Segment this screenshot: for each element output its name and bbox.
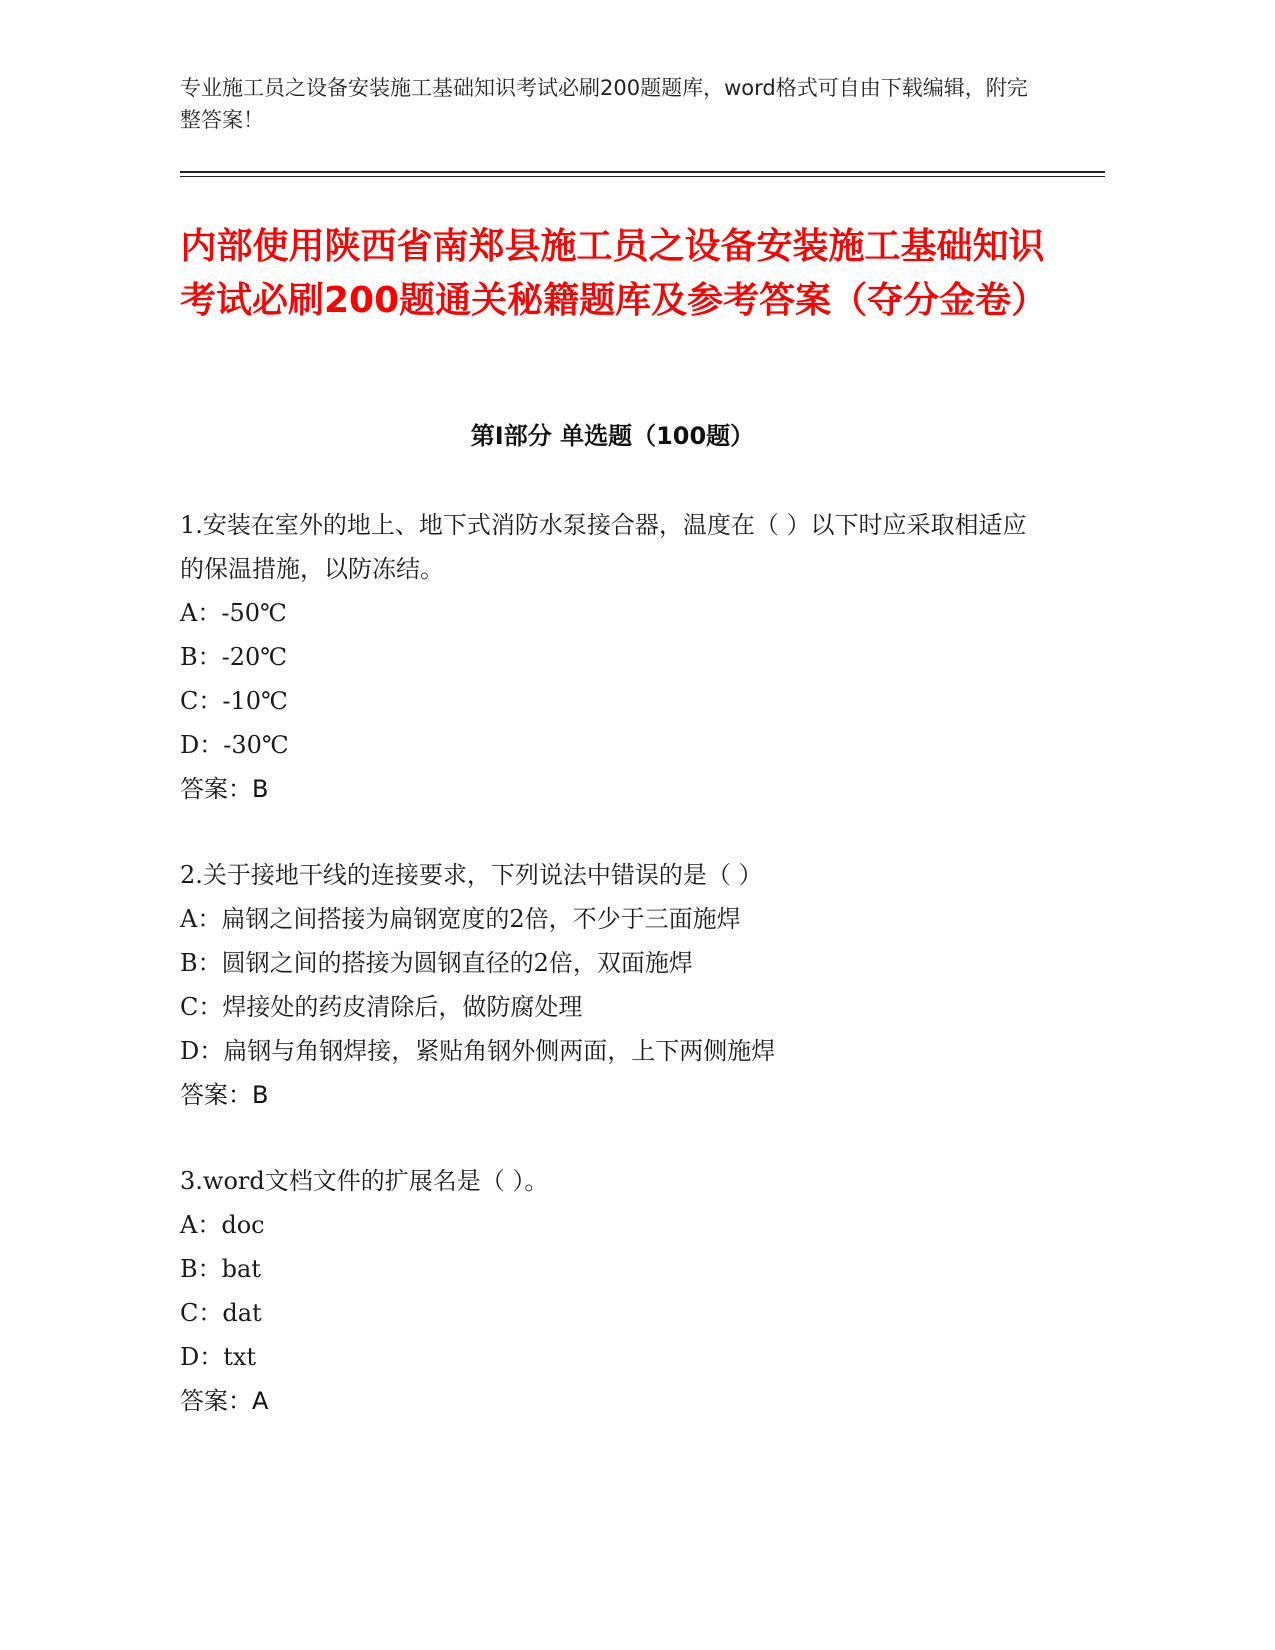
question-text: 3.word文档文件的扩展名是（ ）。 — [180, 1167, 549, 1195]
option-c: C：焊接处的药皮清除后，做防腐处理 — [180, 993, 583, 1021]
option-d: D：-30℃ — [180, 731, 289, 759]
question-2 — [180, 853, 1045, 1117]
option-c: C：dat — [180, 1299, 262, 1327]
option-a: A：doc — [180, 1211, 265, 1239]
question-text: 1.安装在室外的地上、地下式消防水泵接合器，温度在（ ）以下时应采取相适应的保温措施，以防冻结。 — [180, 511, 1027, 583]
option-b: B：圆钢之间的搭接为圆钢直径的2倍，双面施焊 — [180, 949, 693, 977]
answer: 答案：B — [180, 1081, 269, 1109]
option-b: B：bat — [180, 1255, 261, 1283]
header-divider-thin — [180, 176, 1105, 177]
section-heading: 第Ⅰ部分 单选题（100题） — [470, 422, 755, 450]
header-divider-thick — [180, 171, 1105, 173]
document-title: 内部使用陕西省南郑县施工员之设备安装施工基础知识考试必刷200题通关秘籍题库及参考答案（夺分金卷） — [180, 226, 1048, 321]
option-a: A：扁钢之间搭接为扁钢宽度的2倍，不少于三面施焊 — [180, 905, 741, 933]
option-d: D：txt — [180, 1343, 257, 1371]
option-d: D：扁钢与角钢焊接，紧贴角钢外侧两面，上下两侧施焊 — [180, 1037, 776, 1065]
question-1 — [180, 503, 1045, 811]
header-note: 专业施工员之设备安装施工基础知识考试必刷200题题库，word格式可自由下载编辑，附完整答案！ — [180, 76, 1028, 132]
question-3 — [180, 1159, 1045, 1423]
answer: 答案：A — [180, 1387, 269, 1415]
question-list — [180, 503, 1045, 1465]
answer: 答案：B — [180, 775, 269, 803]
option-a: A：-50℃ — [180, 599, 287, 627]
question-text: 2.关于接地干线的连接要求，下列说法中错误的是（ ） — [180, 861, 763, 889]
option-b: B：-20℃ — [180, 643, 288, 671]
option-c: C：-10℃ — [180, 687, 288, 715]
